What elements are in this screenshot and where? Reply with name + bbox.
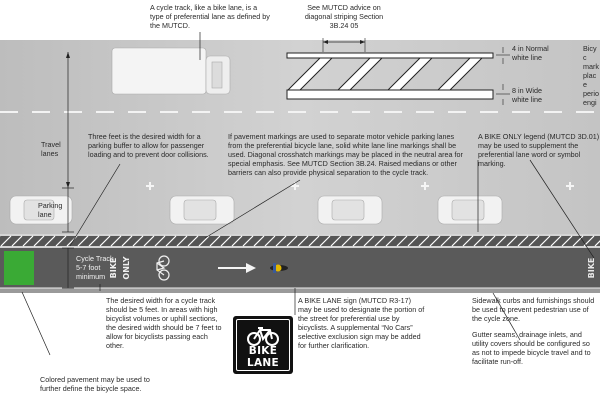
pavement-legend-only: ONLY [122, 256, 131, 280]
note-mutcd-diagonal-striping: See MUTCD advice on diagonal striping Section 3B.24 05 [304, 3, 384, 30]
note-pavement-markings: If pavement markings are used to separate motor vehicle parking lanes from the preferential bicycle lane, solid white lane line markings shall be used. Diagonal crosshatch markings may be placed in the neutral area for special emphasis. See MUTCD Section 3B.24. Raised medians or other barriers can also provide physical separation to the cycle track. [228, 132, 463, 177]
note-bike-lane-sign: A BIKE LANE sign (MUTCD R3-17) may be used to designate the portion of the street for preferential use by bicyclists. A supplemental “No Cars” selective exclusion sign may be added for further clarification. [298, 296, 425, 350]
buffer-zone [0, 234, 600, 248]
note-bike-only-legend: A BIKE ONLY legend (MUTCD 3D.01) may be used to supplement the preferential lane word or symbol marking. [478, 132, 600, 168]
note-buffer-three-feet: Three feet is the desired width for a parking buffer to allow for passenger loading and to prevent door collisions. [88, 132, 209, 159]
note-bicycle-marking-partial: Bicyc mark place perio engi [583, 44, 599, 107]
curb [0, 288, 600, 293]
note-cycle-track-definition: A cycle track, like a bike lane, is a type of preferential lane as defined by the MUTCD. [150, 3, 270, 30]
note-sidewalk-curbs: Sidewalk curbs and furnishings should be used to prevent pedestrian use of the cycle zone. [472, 296, 595, 323]
pavement-legend-bike: BIKE [109, 257, 118, 279]
note-colored-pavement: Colored pavement may be used to further define the bicycle space. [40, 375, 150, 393]
note-wide-white-line: 8 in Wide white line [512, 86, 542, 104]
bike-lane-sign [233, 316, 293, 374]
note-gutter-seams: Gutter seams, drainage inlets, and utility covers should be configured so as not to impede bicycle travel and to facilitate run-off. [472, 330, 591, 366]
label-parking-lane: Parking lane [38, 201, 63, 219]
bike-lane-sign-text: BIKE LANE [247, 345, 279, 369]
green-pavement [4, 251, 34, 285]
label-travel-lanes: Travel lanes [41, 140, 61, 158]
note-desired-width: The desired width for a cycle track should be 5 feet. In areas with high bicyclist volumes or uphill sections, the desired width should be 7 feet to allow for bicyclists passing each other. [106, 296, 222, 350]
label-cycle-track-width: Cycle Track 5-7 foot minimum [76, 254, 114, 281]
pavement-legend-bike-right: BIKE [587, 257, 596, 279]
note-normal-white-line: 4 in Normal white line [512, 44, 549, 62]
